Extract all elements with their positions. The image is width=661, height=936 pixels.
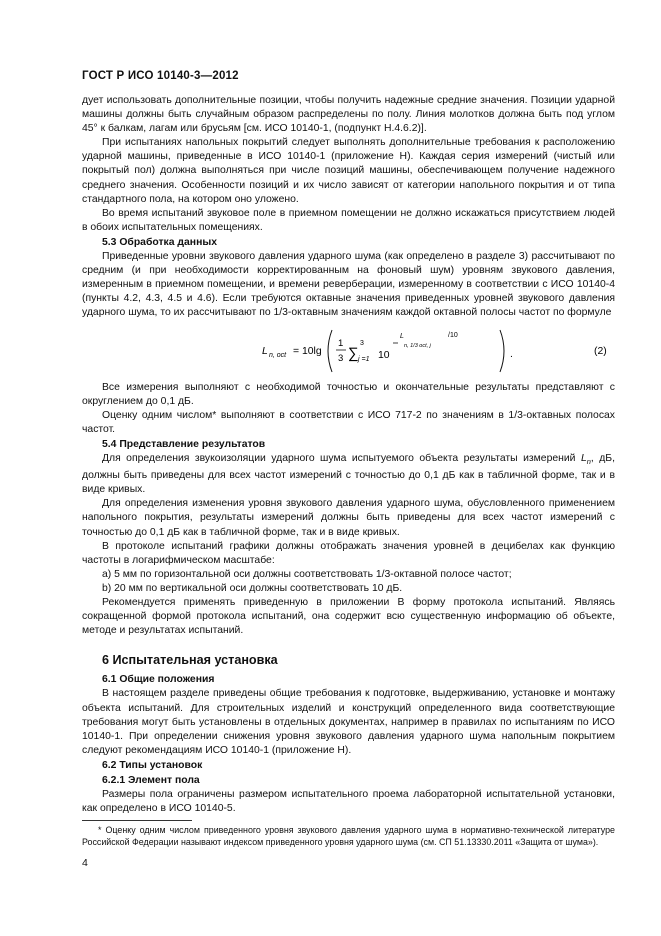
text-run: Для определения звукоизоляции ударного шума испытуемого объекта результаты измерений — [102, 452, 581, 464]
paragraph: Рекомендуется применять приведенную в приложении В форму протокола испытаний. Являясь сокращенной формой протокола испытаний, она содержит всю существенную информацию об объекте, методе и результатах испытаний. — [82, 596, 615, 637]
frac-num: 1 — [338, 337, 344, 349]
left-paren — [328, 330, 332, 372]
formula-number: (2) — [594, 345, 607, 357]
paragraph — [82, 452, 615, 497]
footnote: * Оценку одним числом приведенного уровня звукового давления ударного шума в нормативно-технической литературе Российской Федерации называют индексом приведенного уровня ударного шума (см. СП 51.13330.2011 «Защита от шума»). — [82, 825, 615, 848]
section-heading-6: 6 Испытательная установка — [102, 653, 278, 668]
paragraph: Все измерения выполняют с необходимой точностью и окончательные результаты представляют с округлением до 0,1 дБ. — [82, 381, 615, 407]
text-run: , дБ, должны быть приведены для всех частот измерений с точностью до 0,1 дБ как в табличной форме, так и в виде кривых. — [82, 452, 616, 496]
exp-L: L — [400, 332, 404, 340]
sum-top: 3 — [360, 339, 364, 347]
document-header: ГОСТ Р ИСО 10140-3—2012 — [82, 70, 239, 82]
formula-lhs-sub: n, oct — [269, 351, 287, 359]
exp-div: /10 — [448, 331, 458, 339]
paragraph: дует использовать дополнительные позиции, чтобы получить надежные средние значения. Позиции ударной машины должны быть случайным образом распределены по полу. Линия молотков должна быть под углом 45° к балкам, лагам или брусьям [см. ИСО 10140-1, (подпункт H.4.6.2)]. — [82, 95, 615, 135]
symbol-L: L — [580, 452, 587, 464]
frac-den: 3 — [338, 352, 344, 364]
right-paren — [500, 330, 504, 372]
formula-base: 10 — [378, 349, 390, 361]
symbol-sub: n — [586, 457, 591, 467]
paragraph: Для определения изменения уровня звукового давления ударного шума, обусловленного применением напольного покрытия, результаты измерений должны быть приведены для всех частот измерений с точностью до 0,1 дБ как в табличной форме, так и в виде кривых. — [82, 498, 615, 538]
exp-sub: n, 1/3 oct, j — [404, 342, 431, 349]
section-heading-6-2-1: 6.2.1 Элемент пола — [102, 775, 200, 787]
document-body — [82, 94, 615, 848]
section-heading-5-3: 5.3 Обработка данных — [102, 236, 217, 248]
sum-symbol: ∑ — [348, 344, 359, 362]
section-heading-6-1: 6.1 Общие положения — [102, 674, 215, 686]
formula-graphic — [82, 324, 615, 378]
formula-end: . — [510, 348, 513, 360]
paragraph: Во время испытаний звуковое поле в приемном помещении не должно искажаться присутствием людей в обоих испытательных помещениях. — [82, 207, 615, 233]
list-item: b) 20 мм по вертикальной оси должны соответствовать 10 дБ. — [102, 582, 403, 594]
paragraph: Оценку одним числом* выполняют в соответствии с ИСО 717-2 по значениям в 1/3-октавных полосах частот. — [82, 409, 615, 435]
paragraph: В протоколе испытаний графики должны отображать значения уровней в децибелах как функцию частоты в логарифмическом масштабе: — [82, 540, 615, 566]
paragraph: Приведенные уровни звукового давления ударного шума (как определено в разделе 3) рассчитывают по средним (и при необходимости корректированным на фоновый шум) уровням звукового давления, измеренным в приемном помещении, и времени реверберации, измеренному в соответствии с ИСО 10140-4 (пункты 4.2, 4.3, 4.5 и 4.6). Если требуются октавные значения приведенных уровней звукового давления ударного шума, то их рассчитывают по 1/3-октавным значениям каждой октавной полосы частот по формуле — [82, 251, 615, 319]
sum-bottom: j =1 — [358, 355, 370, 363]
paragraph: В настоящем разделе приведены общие требования к подготовке, выдерживанию, установке и монтажу объекта испытаний. Для строительных изделий и конструкций определенного вида соответствующие требования могут быть установлены в отдельных документах, например в правилах по испытаниям по ИСО 10140-1. При определении снижения уровня звукового давления ударного шума напольным покрытием следуют рекомендациям ИСО 10140-1 (приложение H). — [82, 688, 615, 756]
list-item: a) 5 мм по горизонтальной оси должны соответствовать 1/3-октавной полосе частот; — [102, 568, 512, 580]
page-number: 4 — [82, 857, 88, 869]
formula-lhs: L — [262, 345, 268, 357]
section-heading-5-4: 5.4 Представление результатов — [102, 438, 266, 450]
paragraph: Размеры пола ограничены размером испытательного проема лабораторной испытательной установки, как определено в ИСО 10140-5. — [82, 789, 615, 815]
paragraph: При испытаниях напольных покрытий следует выполнять дополнительные требования к расположению ударной машины, приведенные в ИСО 10140-1 (приложение H). Каждая серия измерений (чистый или покрытый пол) должна выполняться при числе позиций машины, обеспечивающем получение надежного среднего значения. Особенности позиций и их число зависят от категории напольного покрытия и от типа стандартного пола, на котором оно уложено. — [82, 137, 615, 205]
formula-2 — [82, 324, 615, 378]
section-heading-6-2: 6.2 Типы установок — [102, 759, 203, 771]
footnote-divider — [82, 820, 192, 821]
formula-eq: = 10lg — [293, 345, 322, 357]
